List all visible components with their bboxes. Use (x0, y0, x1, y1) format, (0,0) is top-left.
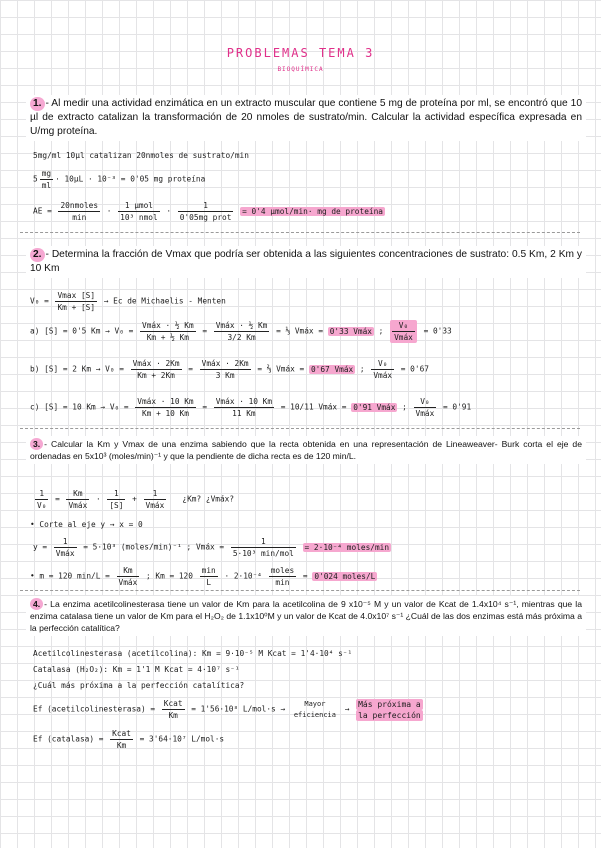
p2-c-highlight-2: = 0'91 (443, 402, 472, 412)
p2-case-c: c) [S] = 10 Km → V₀ = $\frac{\text{Vmáx · 10 Km}}{Km + 10 Km}$ = $\frac{\text{Vmáx · 10 Km}}{11 Km}$ = 10/11 Vmáx = 0'91 Vmáx ; $\frac{\text{V₀}}{\text{Vmáx}}$ = 0'91 (30, 397, 472, 418)
p2-v0: V₀ = (30, 296, 49, 306)
p1-frac-den: ml (41, 181, 52, 190)
p4-acetil-line: Acetilcolinesterasa (acetilcolina): Km = 9·10⁻⁵ M Kcat = 1'4·10⁴ s⁻¹ (33, 649, 353, 658)
problem-4-number: 4. (30, 598, 43, 610)
p4-ef2-line: Ef (catalasa) = $\frac{\text{Kcat}}{Km}$ = 3'64·10⁷ L/mol·s (33, 729, 225, 750)
p1-coef: 5 (33, 174, 38, 184)
problem-3-text: - Calcular la Km y Vmax de una enzima sabiendo que la recta obtenida en una representación de Lineaweaver- Burk corta el eje de ordenadas en 5x10³ (moles/min)⁻¹ y que la pendiente de dicha recta es de 120 min/L. (30, 439, 582, 461)
problem-1-statement (26, 95, 586, 141)
problem-2-statement (26, 246, 586, 278)
p1-ae-label: AE = (33, 206, 52, 216)
p1-ae-frac1: $\frac{\text{20nmoles}}{\min}$ (60, 201, 99, 222)
problem-3-statement (26, 436, 586, 464)
section-divider (20, 428, 580, 429)
problem-4-text: - La enzima acetilcolinesterasa tiene un valor de Km para la acetilcolina de 9 x10⁻⁵ M y un valor de Kcat de 1.4x10⁴ s⁻¹, mientras que la enzima catalasa tiene un valor de Km para el H₂O₂ de 1.1x10⁰M y un valor de Kcat de 4.0x10⁷ s⁻¹ ¿Cuál de las dos enzimas está más próxima a la perfección catalítica? (30, 599, 582, 633)
p4-question-line: ¿Cuál más próxima a la perfección catalítica? (33, 681, 245, 690)
p2-c-label: c) [S] = 10 Km → (30, 402, 106, 412)
p3-vmax-result: = 2·10⁻⁴ moles/min (304, 542, 390, 552)
p3-lineweaver-line: $\frac{1}{\text{V₀}}$ = $\frac{Km}{\text{Vmáx}}$ · $\frac{1}{[S]}$ + $\frac{1}{\text{Vmáx}}$ ¿Km? ¿Vmáx? (37, 489, 235, 510)
p1-conversion-rest: · 10µL · 10⁻³ = 0'05 mg proteína (55, 174, 206, 184)
p1-conversion-line (33, 168, 205, 191)
page-subtitle: BIOQUÍMICA (277, 66, 324, 73)
p2-b-highlight-2: = 0'67 (400, 364, 429, 374)
p1-ae-line: AE = $\frac{\text{20nmoles}}{\min}$ · $\frac{\text{1 µmol}}{\text{10³ nmol}}$ · $\frac{1}{\text{0'05mg prot}}$ = 0'4 µmol/min· mg de proteína (33, 201, 383, 222)
p3-question: ¿Km? ¿Vmáx? (182, 494, 235, 504)
p4-conclusion-2: la perfección (358, 710, 421, 720)
p3-km-line: • m = 120 min/L = $\frac{Km}{\text{Vmáx}}$ ; Km = 120 $\frac{\min}{L}$ · 2·10⁻⁴ $\frac{\text{moles}}{\min}$ = 0'024 moles/L (30, 566, 376, 587)
p2-mm-frac: $\frac{Vmax [S]}{Km + [S]}$ (57, 291, 96, 312)
p2-a-highlight-1: 0'33 Vmáx (329, 326, 372, 336)
p1-ae-frac2: $\frac{\text{1 µmol}}{\text{10³ nmol}}$ (120, 201, 158, 222)
p4-ef1-line: Ef (acetilcolinesterasa) = $\frac{\text{Kcat}}{Km}$ = 1'56·10⁸ L/mol·s → Mayor eficiencia → Más próxima a la perfección (33, 699, 421, 720)
problem-1-text: - Al medir una actividad enzimática en un extracto muscular que contiene 5 mg de proteína por ml, se encontró que 10 µl de extracto catalizan la transformación de 20 nmoles de sustrato/min. Calcular la actividad específica expresada en U/mg proteína. (30, 98, 582, 137)
p1-frac-mgml (40, 168, 53, 191)
p4-conclusion-1: Más próxima a (358, 699, 421, 709)
p2-a-highlight-2: = 0'33 (423, 326, 452, 336)
problem-3-number: 3. (30, 438, 43, 450)
page-title: PROBLEMAS TEMA 3 (226, 46, 375, 60)
p1-ae-result: = 0'4 µmol/min· mg de proteína (242, 206, 383, 216)
problem-1-number: 1. (30, 97, 45, 111)
p2-michaelis-line (30, 290, 226, 313)
p1-frac-num: mg (41, 169, 52, 178)
section-divider (20, 232, 580, 233)
p2-c-highlight-1: 0'91 Vmáx (353, 402, 396, 412)
p3-corte-line: • Corte al eje y → x = 0 (30, 520, 143, 529)
p2-mm-label: → Ec de Michaelis - Menten (103, 296, 226, 306)
p1-ae-frac3: $\frac{1}{\text{0'05mg prot}}$ (179, 201, 232, 222)
section-divider (20, 590, 580, 591)
p4-catalasa-line: Catalasa (H₂O₂): Km = 1'1 M Kcat = 4·10⁷ s⁻¹ (33, 665, 240, 674)
p2-a-label: a) [S] = 0'5 Km → (30, 326, 110, 336)
p2-case-a: a) [S] = 0'5 Km → V₀ = $\frac{\text{Vmáx · ½ Km}}{\text{Km + ½ Km}}$ = $\frac{\text{Vmáx · ½ Km}}{3/2 Km}$ = ⅓ Vmáx = 0'33 Vmáx ; $\frac{\text{V₀}}{\text{Vmáx}}$ = 0'33 (30, 321, 452, 342)
problem-2-number: 2. (30, 248, 45, 262)
p3-vmax-line: y = $\frac{1}{\text{Vmáx}}$ = 5·10³ (moles/min)⁻¹ ; Vmáx = $\frac{1}{\text{5·10³ min/mol}}$ = 2·10⁻⁴ moles/min (33, 537, 390, 558)
p2-case-b: b) [S] = 2 Km → V₀ = $\frac{\text{Vmáx · 2Km}}{Km + 2Km}$ = $\frac{\text{Vmáx · 2Km}}{3 Km}$ = ⅔ Vmáx = 0'67 Vmáx ; $\frac{\text{V₀}}{\text{Vmáx}}$ = 0'67 (30, 359, 429, 380)
p3-km-result: 0'024 moles/L (314, 571, 376, 581)
p2-b-label: b) [S] = 2 Km → (30, 364, 101, 374)
problem-4-statement (26, 596, 586, 636)
problem-2-text: - Determina la fracción de Vmax que podría ser obtenida a las siguientes concentraciones de sustrato: 0.5 Km, 2 Km y 10 Km (30, 249, 582, 274)
p1-data-line: 5mg/ml 10µl catalizan 20nmoles de sustrato/min (33, 151, 249, 160)
p2-b-highlight-1: 0'67 Vmáx (310, 364, 354, 374)
